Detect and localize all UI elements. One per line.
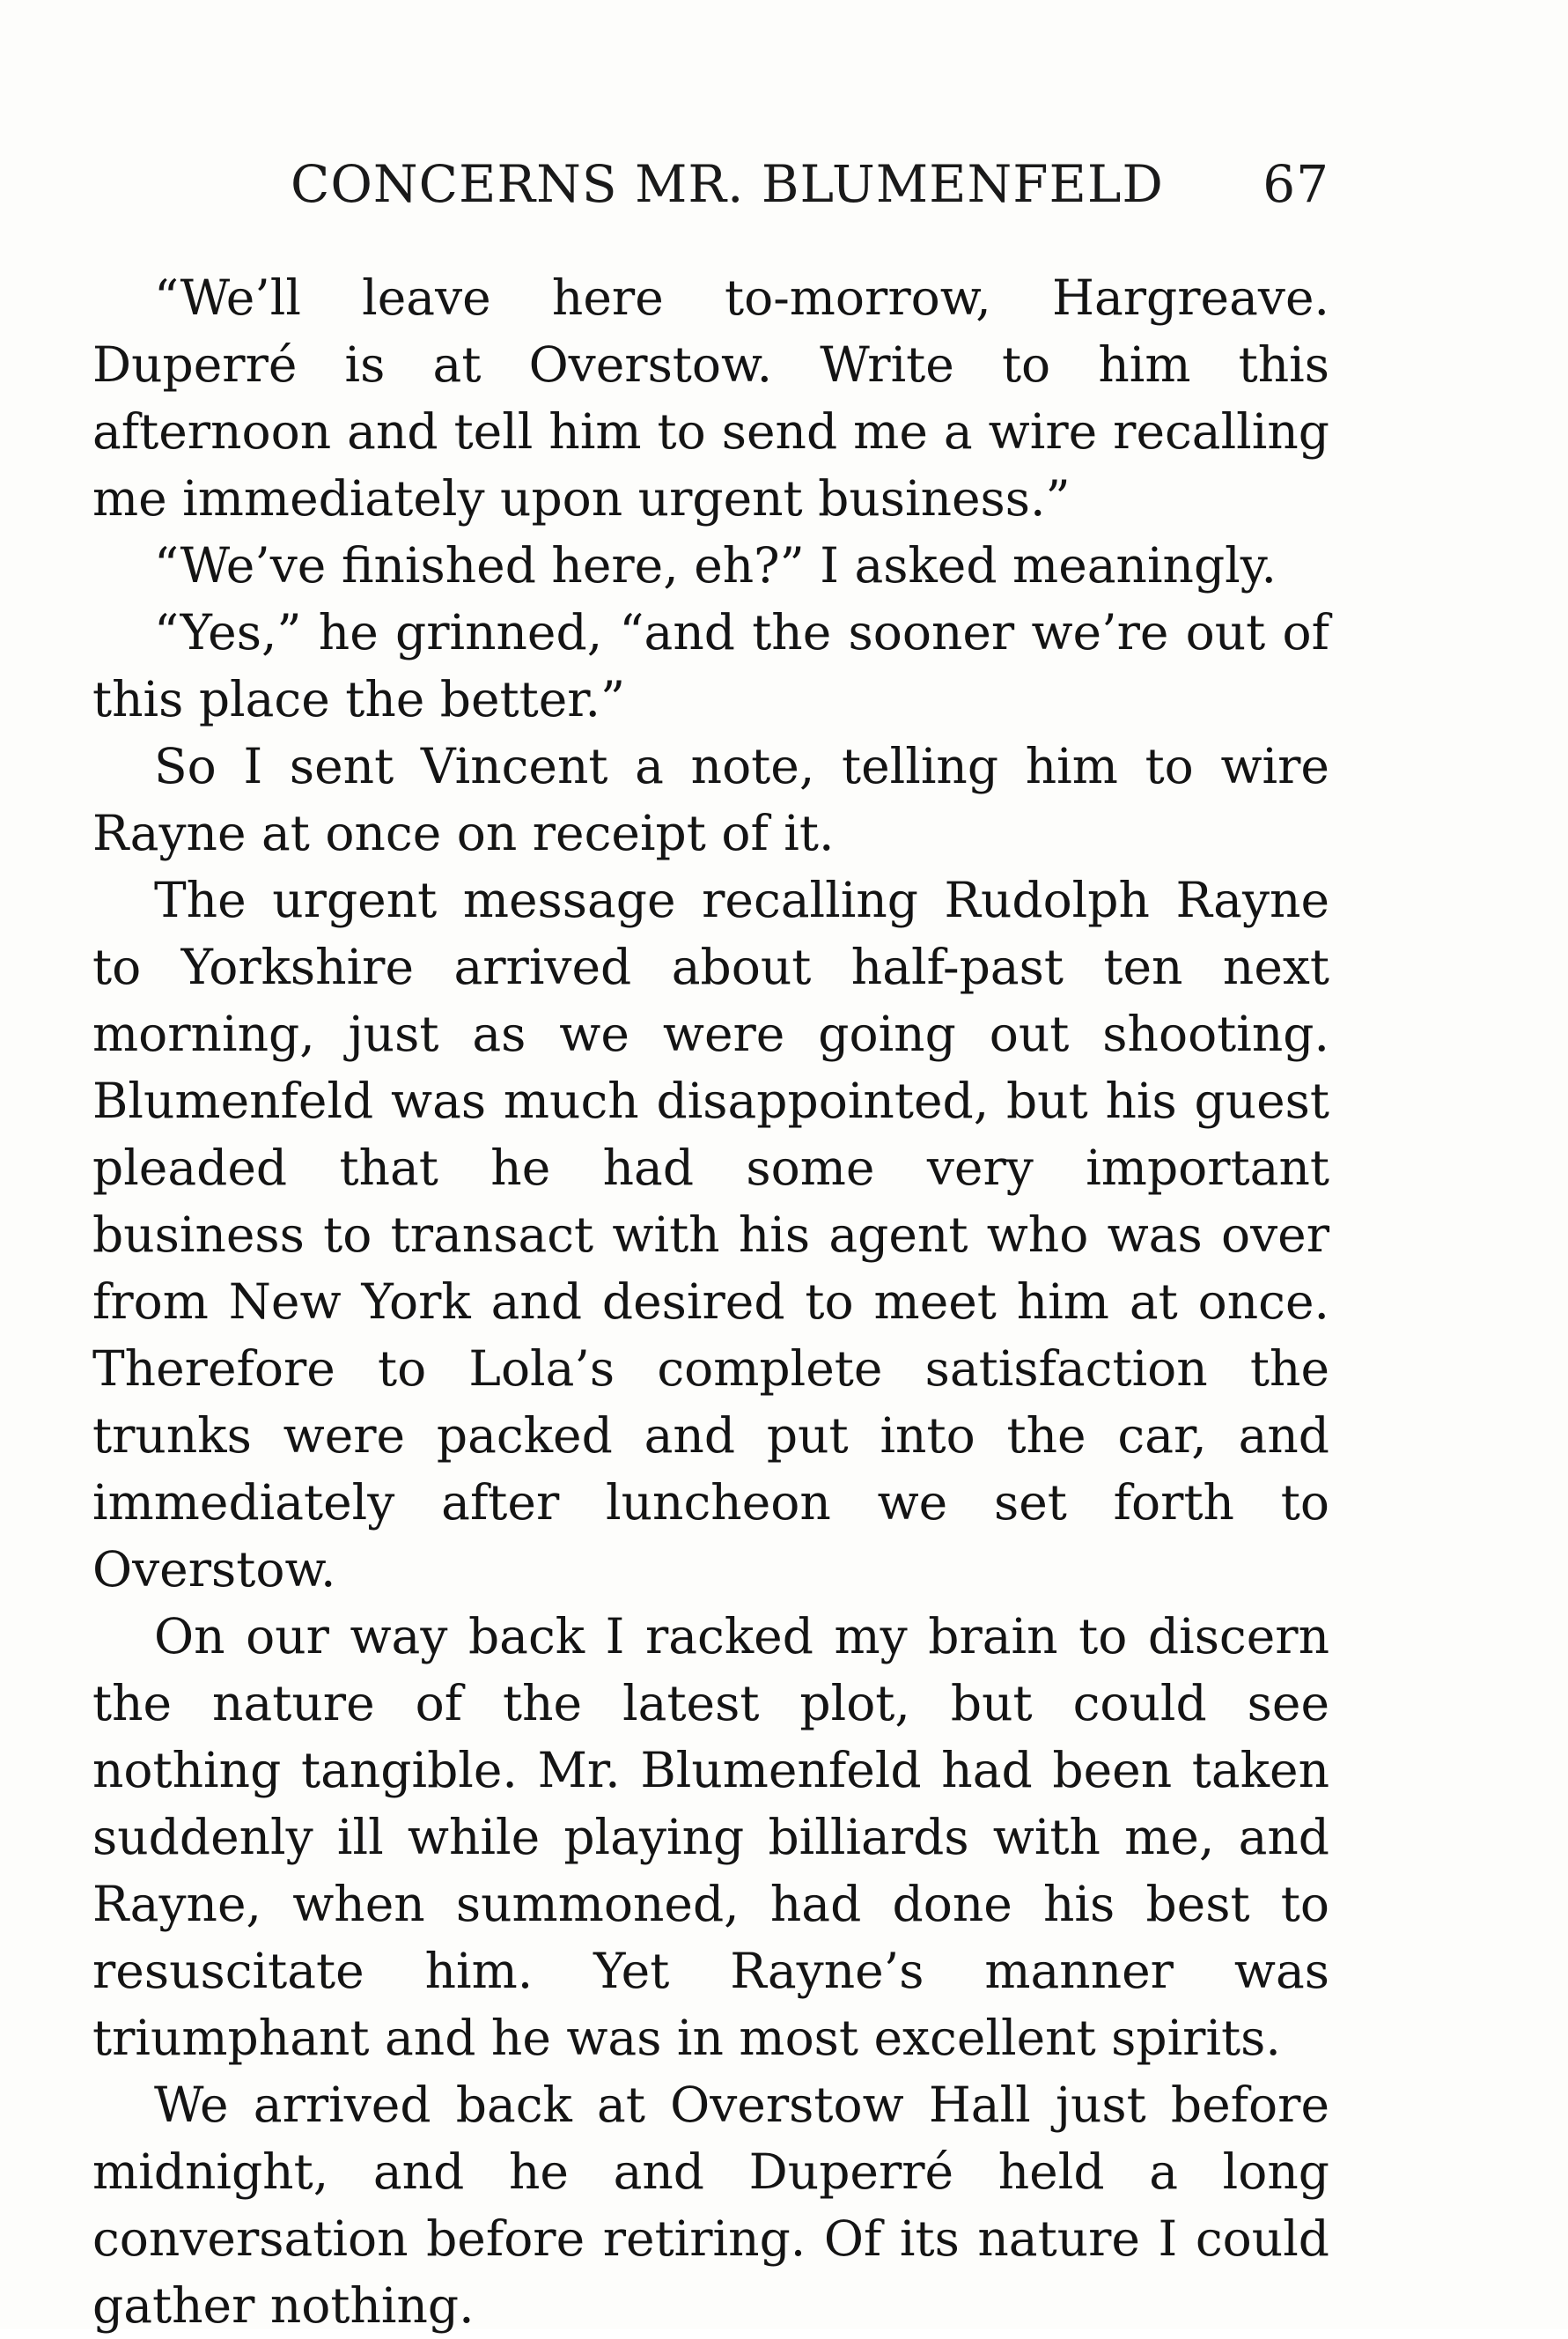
paragraph: “We’ll leave here to-morrow, Hargreave. Duperré is at Overstow. Write to him this afternoon and tell him to send me a wire recalling me immediately upon urgent business.” xyxy=(92,269,1329,527)
page-number: 67 xyxy=(1262,154,1329,214)
paragraph: “Yes,” he grinned, “and the sooner we’re out of this place the better.” xyxy=(92,604,1329,727)
paragraph: On our way back I racked my brain to discern the nature of the latest plot, but could see nothing tangible. Mr. Blumenfeld had been taken suddenly ill while playing billiards with me, and Rayne, when summoned, had done his best to resuscitate him. Yet Rayne’s manner was triumphant and he was in most excellent spirits. xyxy=(92,1608,1329,2066)
paragraph: The urgent message recalling Rudolph Rayne to Yorkshire arrived about half-past ten next morning, just as we were going out shooting. Blumenfeld was much disappointed, but his guest pleaded that he had some very important business to transact with his agent who was over from New York and desired to meet him at once. Therefore to Lola’s complete satisfaction the trunks were packed and put into the car, and immediately after luncheon we set forth to Overstow. xyxy=(92,872,1329,1597)
paragraph: We arrived back at Overstow Hall just before midnight, and he and Duperré held a long conversation before retiring. Of its nature I could gather nothing. xyxy=(92,2077,1329,2334)
body-text xyxy=(92,264,1329,2339)
paragraph: “We’ve finished here, eh?” I asked meaningly. xyxy=(154,537,1277,594)
chapter-title: CONCERNS MR. BLUMENFELD xyxy=(291,154,1164,214)
paragraph: So I sent Vincent a note, telling him to wire Rayne at once on receipt of it. xyxy=(92,738,1329,861)
running-head xyxy=(291,154,1329,233)
